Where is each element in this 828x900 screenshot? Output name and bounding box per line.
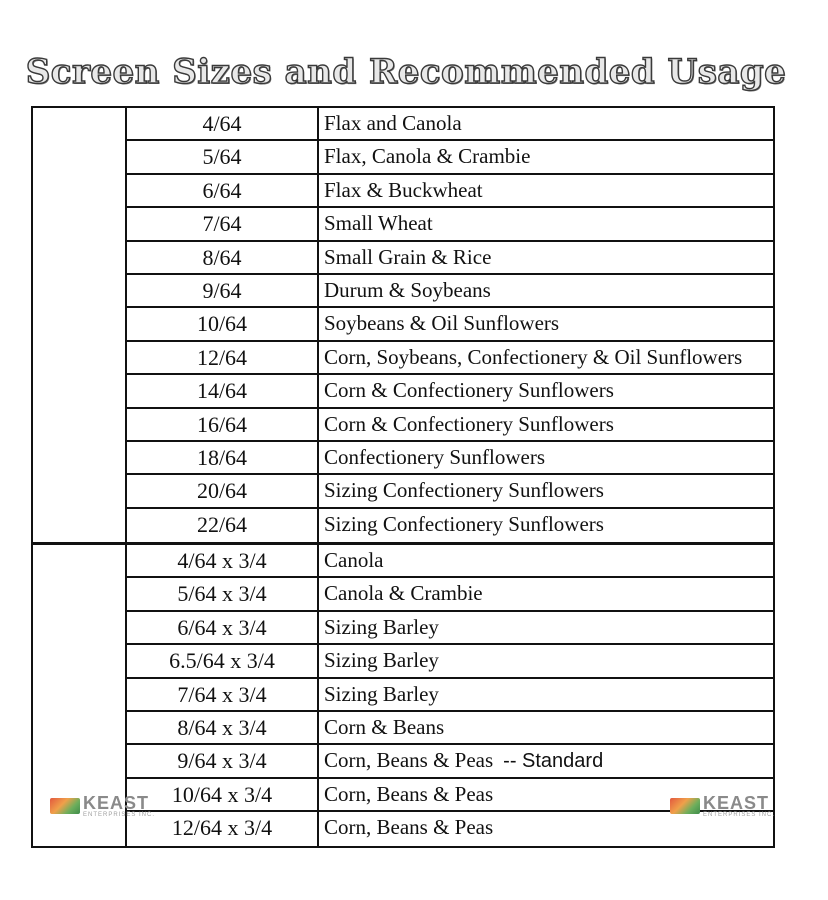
screen-size-cell: 10/64 x 3/4 — [127, 779, 319, 810]
table-row — [127, 475, 773, 508]
logo-subtitle: ENTERPRISES INC. — [703, 812, 776, 818]
table-row — [127, 208, 773, 241]
screen-size-cell: 7/64 — [127, 208, 319, 239]
usage-text: Corn, Soybeans, Confectionery & Oil Sunflowers — [324, 344, 743, 369]
keast-logo-icon — [670, 798, 700, 814]
screen-size-cell: 6/64 — [127, 175, 319, 206]
screen-size-cell: 8/64 x 3/4 — [127, 712, 319, 743]
table-row — [127, 342, 773, 375]
usage-text: Corn & Confectionery Sunflowers — [324, 378, 614, 403]
usage-cell — [319, 545, 773, 576]
table-row — [127, 275, 773, 308]
table-row — [127, 712, 773, 745]
usage-text: Soybeans & Oil Sunflowers — [324, 311, 560, 336]
screen-size-cell: 14/64 — [127, 375, 319, 406]
usage-cell — [319, 308, 773, 339]
screen-size-cell: 12/64 x 3/4 — [127, 812, 319, 845]
table-row — [127, 578, 773, 611]
screen-size-cell: 4/64 — [127, 108, 319, 139]
screen-size-cell: 20/64 — [127, 475, 319, 506]
screen-size-cell: 18/64 — [127, 442, 319, 473]
usage-cell — [319, 442, 773, 473]
logo-name: KEAST — [83, 793, 150, 813]
usage-cell — [319, 108, 773, 139]
table-row — [127, 679, 773, 712]
usage-text: Sizing Confectionery Sunflowers — [324, 478, 604, 503]
table-row — [127, 242, 773, 275]
screen-size-cell: 9/64 x 3/4 — [127, 745, 319, 776]
usage-text: Sizing Confectionery Sunflowers — [324, 511, 604, 536]
usage-text: Sizing Barley — [324, 614, 439, 639]
usage-text: Durum & Soybeans — [324, 277, 491, 302]
keast-logo-icon — [50, 798, 80, 814]
usage-text: Corn, Beans & Peas — [324, 781, 494, 806]
screen-size-cell: 22/64 — [127, 509, 319, 542]
usage-text: Flax & Buckwheat — [324, 177, 483, 202]
screen-size-cell: 9/64 — [127, 275, 319, 306]
keast-logo-left — [50, 794, 155, 818]
screen-size-cell: 5/64 x 3/4 — [127, 578, 319, 609]
table-row — [127, 141, 773, 174]
screen-size-cell: 7/64 x 3/4 — [127, 679, 319, 710]
usage-text: Sizing Barley — [324, 681, 439, 706]
table-row — [127, 308, 773, 341]
table-row — [127, 645, 773, 678]
logo-subtitle: ENTERPRISES INC. — [83, 812, 156, 818]
usage-cell — [319, 141, 773, 172]
screen-size-cell: 6/64 x 3/4 — [127, 612, 319, 643]
usage-text: Small Grain & Rice — [324, 244, 492, 269]
usage-cell — [319, 578, 773, 609]
keast-logo-right — [670, 794, 775, 818]
usage-text: Canola & Crambie — [324, 581, 483, 606]
table-row — [127, 175, 773, 208]
table-row — [127, 409, 773, 442]
screen-size-cell: 4/64 x 3/4 — [127, 545, 319, 576]
usage-cell — [319, 275, 773, 306]
usage-cell — [319, 175, 773, 206]
logo-name: KEAST — [703, 793, 770, 813]
screen-size-cell: 6.5/64 x 3/4 — [127, 645, 319, 676]
table-row — [127, 745, 773, 778]
screen-size-cell: 12/64 — [127, 342, 319, 373]
screen-size-cell: 16/64 — [127, 409, 319, 440]
table-row — [127, 375, 773, 408]
usage-text: Corn, Beans & Peas — [324, 815, 494, 840]
usage-cell — [319, 409, 773, 440]
table-row — [127, 545, 773, 578]
usage-cell — [319, 242, 773, 273]
usage-cell — [319, 475, 773, 506]
usage-cell — [319, 509, 773, 542]
page-title: Screen Sizes and Recommended Usage — [25, 52, 787, 92]
screen-size-cell: 8/64 — [127, 242, 319, 273]
usage-text: Corn & Confectionery Sunflowers — [324, 411, 614, 436]
screen-size-cell: 10/64 — [127, 308, 319, 339]
screen-size-cell: 5/64 — [127, 141, 319, 172]
usage-text: Sizing Barley — [324, 648, 439, 673]
table-row — [127, 509, 773, 542]
screen-size-table — [31, 106, 775, 848]
standard-note: -- Standard — [503, 750, 604, 773]
usage-text: Corn & Beans — [324, 715, 445, 740]
usage-text: Flax and Canola — [324, 111, 462, 135]
table-row — [127, 612, 773, 645]
table-row — [127, 442, 773, 475]
usage-text: Confectionery Sunflowers — [324, 444, 546, 469]
usage-text: Small Wheat — [324, 211, 433, 236]
usage-cell — [319, 745, 773, 776]
usage-cell — [319, 342, 773, 373]
table-row — [127, 108, 773, 141]
usage-text: Flax, Canola & Crambie — [324, 144, 531, 169]
usage-cell — [319, 612, 773, 643]
usage-cell — [319, 208, 773, 239]
usage-text: Corn, Beans & Peas — [324, 748, 494, 773]
usage-cell — [319, 645, 773, 676]
table-group — [33, 108, 773, 545]
usage-cell — [319, 375, 773, 406]
usage-cell — [319, 712, 773, 743]
group-side-cell — [33, 108, 127, 542]
usage-text: Canola — [324, 548, 384, 573]
usage-cell — [319, 679, 773, 710]
